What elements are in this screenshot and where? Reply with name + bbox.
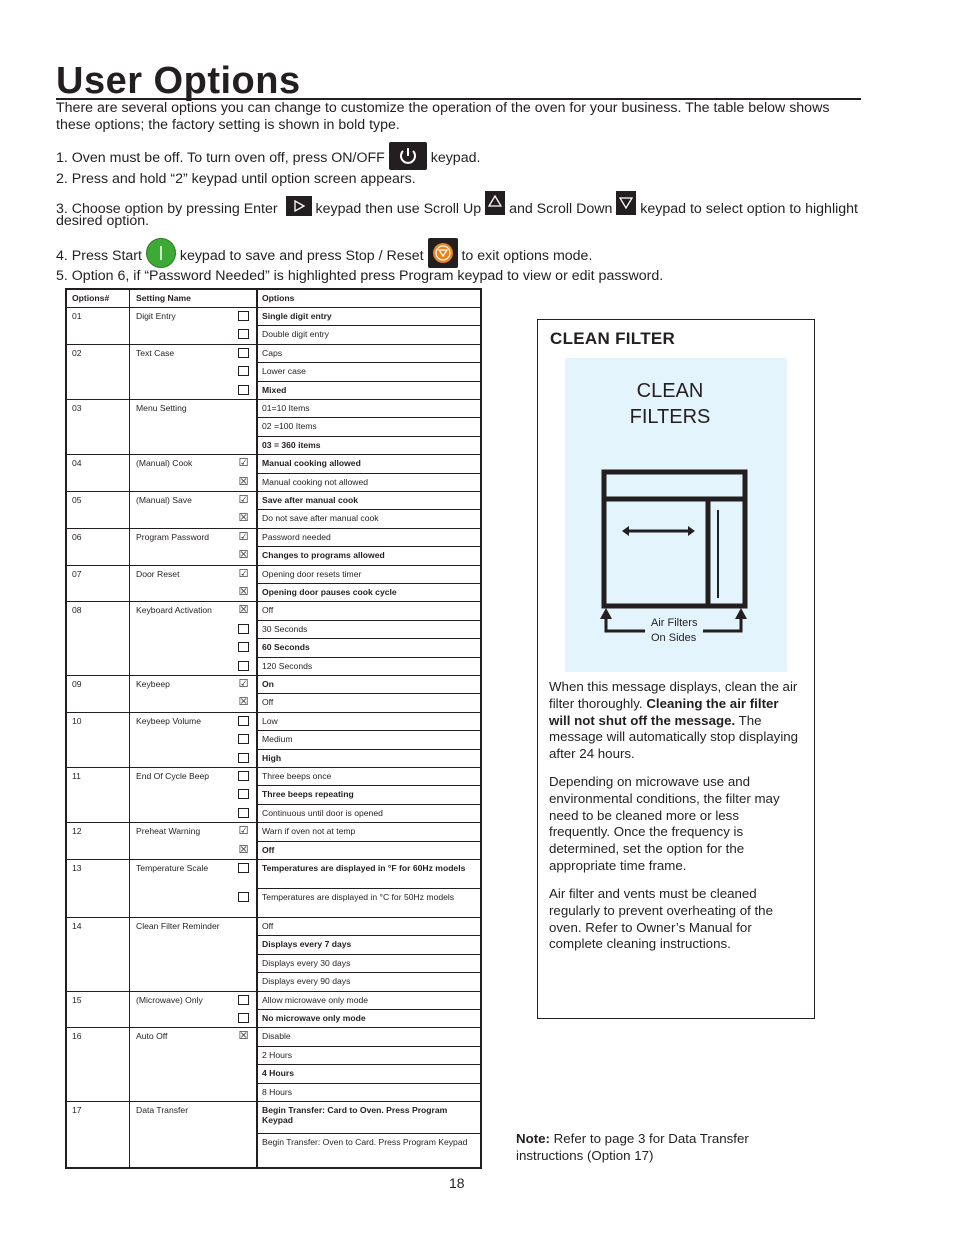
setting-name: Data Transfer bbox=[136, 1105, 189, 1115]
option-row bbox=[258, 859, 480, 889]
option-row bbox=[258, 991, 480, 1010]
option-text: Caps bbox=[262, 347, 283, 358]
option-text: Displays every 7 days bbox=[262, 939, 352, 950]
air-filters-label bbox=[651, 616, 697, 646]
option-row bbox=[258, 712, 480, 731]
checkbox-x-icon: ☒ bbox=[238, 604, 249, 617]
setting-name: Temperature Scale bbox=[136, 863, 209, 873]
step-4-text-3: to exit options mode. bbox=[461, 247, 593, 264]
option-row bbox=[258, 565, 480, 584]
option-symbol-icon bbox=[238, 661, 249, 671]
option-row bbox=[258, 1046, 480, 1065]
option-symbol-icon bbox=[238, 366, 249, 376]
option-row bbox=[258, 1101, 480, 1134]
option-number: 13 bbox=[72, 863, 82, 873]
setting-name: Clean Filter Reminder bbox=[136, 921, 220, 931]
option-row bbox=[258, 362, 480, 381]
option-text: Begin Transfer: Card to Oven. Press Program Keypad bbox=[262, 1105, 448, 1125]
options-table bbox=[65, 288, 482, 1169]
option-symbol-icon bbox=[238, 624, 249, 634]
setting-name: Door Reset bbox=[136, 568, 180, 579]
panel-title: CLEAN FILTER bbox=[550, 329, 676, 348]
option-number: 17 bbox=[72, 1105, 82, 1115]
option-text: Opening door pauses cook cycle bbox=[262, 587, 397, 597]
checkbox-x-icon: ☒ bbox=[238, 512, 249, 525]
option-text: Warn if oven not at temp bbox=[262, 826, 356, 837]
option-symbol-icon bbox=[238, 771, 249, 781]
option-symbol-icon bbox=[238, 789, 249, 799]
intro-paragraph: There are several options you can change to customize the operation of the oven for your business. The table below shows these options; the factory setting is shown in bold type. bbox=[56, 100, 830, 133]
option-text: Save after manual cook bbox=[262, 495, 359, 505]
option-number: 04 bbox=[72, 458, 82, 469]
setting-name: Auto Off bbox=[136, 1031, 168, 1042]
option-text: 30 Seconds bbox=[262, 623, 308, 634]
step-1 bbox=[56, 144, 866, 172]
data-transfer-note bbox=[516, 1131, 816, 1165]
header-setting-name: Setting Name bbox=[136, 293, 191, 303]
screen-line-1: CLEAN bbox=[636, 380, 704, 402]
option-text: 2 Hours bbox=[262, 1049, 293, 1060]
option-text: 03 = 360 items bbox=[262, 439, 321, 450]
setting-name: End Of Cycle Beep bbox=[136, 771, 210, 781]
option-text: On bbox=[262, 679, 274, 689]
option-text: Low bbox=[262, 715, 278, 726]
air-filters-line-1: Air Filters bbox=[651, 617, 698, 629]
option-text: Off bbox=[262, 844, 275, 855]
option-text: 8 Hours bbox=[262, 1086, 293, 1097]
option-symbol-icon bbox=[238, 808, 249, 818]
option-text: Temperatures are displayed in °F for 60Hz models bbox=[262, 863, 466, 873]
step-4 bbox=[56, 241, 866, 271]
option-text: Password needed bbox=[262, 531, 331, 542]
option-row bbox=[258, 972, 480, 991]
panel-paragraph-1 bbox=[549, 679, 801, 763]
step-4-text-2: keypad to save and press Stop / Reset bbox=[179, 247, 424, 264]
checkbox-x-icon: ☒ bbox=[238, 549, 249, 562]
option-text: Continuous until door is opened bbox=[262, 807, 383, 818]
checkbox-checked-icon: ☑ bbox=[238, 494, 249, 506]
checkbox-checked-icon: ☑ bbox=[238, 678, 249, 690]
step-1-text-end: keypad. bbox=[430, 149, 481, 166]
note-label: Note: bbox=[516, 1131, 550, 1146]
option-symbol-icon bbox=[238, 716, 249, 726]
option-text: Do not save after manual cook bbox=[262, 513, 379, 524]
header-options-num: Options# bbox=[72, 293, 110, 303]
option-text: Changes to programs allowed bbox=[262, 550, 385, 561]
option-number: 05 bbox=[72, 495, 82, 505]
setting-name: Keyboard Activation bbox=[136, 605, 212, 616]
option-text: No microwave only mode bbox=[262, 1013, 366, 1023]
panel-paragraph-2: Depending on microwave use and environmental conditions, the filter may need to be cleaned more or less frequently. Once the frequency is determined, set the option for the appropriate time frame. bbox=[549, 774, 780, 873]
option-number: 08 bbox=[72, 605, 82, 616]
setting-name: Digit Entry bbox=[136, 311, 176, 321]
option-text: 02 =100 Items bbox=[262, 421, 317, 432]
down-triangle-icon bbox=[616, 191, 636, 215]
option-text: Single digit entry bbox=[262, 311, 332, 321]
option-row bbox=[258, 749, 480, 768]
option-symbol-icon bbox=[238, 385, 249, 395]
option-row bbox=[258, 785, 480, 804]
checkbox-x-icon: ☒ bbox=[238, 696, 249, 709]
p1-b: Cleaning the air filter will not shut off the message. bbox=[549, 695, 779, 728]
setting-name: Text Case bbox=[136, 347, 175, 358]
option-text: Three beeps once bbox=[262, 771, 332, 781]
power-icon bbox=[389, 142, 427, 170]
checkbox-checked-icon: ☑ bbox=[238, 825, 249, 838]
step-3-text: 3. Choose option by pressing Enter bbox=[56, 200, 278, 217]
panel-paragraph-3: Air filter and vents must be cleaned regularly to prevent overheating of the oven. Refer to Owner’s Manual for complete cleaning instructions. bbox=[549, 886, 773, 952]
setting-name: Keybeep bbox=[136, 679, 170, 689]
option-symbol-icon bbox=[238, 863, 249, 873]
setting-name: Keybeep Volume bbox=[136, 715, 201, 726]
step-2: 2. Press and hold “2” keypad until option screen appears. bbox=[56, 171, 416, 187]
option-number: 03 bbox=[72, 403, 82, 413]
option-symbol-icon bbox=[238, 892, 249, 902]
option-number: 02 bbox=[72, 347, 82, 358]
option-row bbox=[258, 601, 480, 620]
option-row bbox=[258, 620, 480, 639]
option-row bbox=[258, 417, 480, 436]
page-title: User Options bbox=[56, 60, 301, 102]
checkbox-checked-icon: ☑ bbox=[238, 530, 249, 543]
option-row bbox=[258, 767, 480, 786]
screen-line-2: FILTERS bbox=[629, 406, 711, 428]
step-3-text-3: and Scroll Down bbox=[509, 200, 613, 217]
p1-c: The message will automatically stop displaying after 24 hours. bbox=[549, 712, 799, 762]
option-row bbox=[258, 657, 480, 676]
option-row bbox=[258, 693, 480, 712]
setting-name: Preheat Warning bbox=[136, 826, 201, 837]
option-symbol-icon bbox=[238, 753, 249, 763]
checkbox-x-icon: ☒ bbox=[238, 475, 249, 488]
step-5: 5. Option 6, if “Password Needed” is highlighted press Program keypad to view or edit password. bbox=[56, 268, 664, 284]
option-number: 06 bbox=[72, 531, 82, 542]
up-triangle-icon bbox=[485, 191, 505, 215]
option-row bbox=[258, 935, 480, 954]
setting-name: (Microwave) Only bbox=[136, 994, 203, 1005]
option-number: 11 bbox=[72, 771, 81, 781]
option-row bbox=[258, 528, 480, 547]
step-3-cont: desired option. bbox=[56, 213, 150, 229]
option-symbol-icon bbox=[238, 995, 249, 1005]
option-row bbox=[258, 491, 480, 510]
option-symbol-icon bbox=[238, 1013, 249, 1023]
option-text: Displays every 30 days bbox=[262, 957, 351, 968]
option-text: Displays every 90 days bbox=[262, 976, 351, 987]
setting-name: (Manual) Save bbox=[136, 495, 192, 505]
option-text: Three beeps repeating bbox=[262, 789, 354, 800]
option-row bbox=[258, 822, 480, 841]
step-3-text-4: keypad to select option to highlight bbox=[640, 200, 858, 217]
step-3-text-2: keypad then use Scroll Up bbox=[315, 200, 482, 217]
clean-filters-screen bbox=[565, 358, 787, 672]
option-row bbox=[258, 1009, 480, 1028]
option-symbol-icon bbox=[238, 311, 249, 321]
option-text: Mixed bbox=[262, 384, 287, 395]
option-row bbox=[258, 307, 480, 326]
option-row bbox=[258, 325, 480, 344]
option-text: Opening door resets timer bbox=[262, 568, 362, 579]
option-text: Begin Transfer: Oven to Card. Press Program Keypad bbox=[262, 1137, 468, 1147]
option-row bbox=[258, 344, 480, 363]
option-row bbox=[258, 1064, 480, 1083]
option-text: Manual cooking allowed bbox=[262, 458, 361, 469]
page-number: 18 bbox=[449, 1175, 465, 1191]
option-text: 60 Seconds bbox=[262, 642, 310, 653]
option-text: 4 Hours bbox=[262, 1068, 294, 1079]
option-number: 09 bbox=[72, 679, 82, 689]
option-row bbox=[258, 454, 480, 473]
clean-filter-panel bbox=[537, 319, 815, 1019]
option-row bbox=[258, 917, 480, 936]
option-row bbox=[258, 1083, 480, 1102]
option-symbol-icon bbox=[238, 734, 249, 744]
option-text: Allow microwave only mode bbox=[262, 994, 369, 1005]
option-row bbox=[258, 436, 480, 455]
option-text: 120 Seconds bbox=[262, 660, 313, 671]
option-text: Off bbox=[262, 605, 274, 616]
checkbox-x-icon: ☒ bbox=[238, 1030, 249, 1043]
option-row bbox=[258, 804, 480, 823]
option-text: Off bbox=[262, 697, 274, 708]
option-text: Lower case bbox=[262, 366, 306, 377]
option-row bbox=[258, 1133, 480, 1164]
note-text: Refer to page 3 for Data Transfer instructions (Option 17) bbox=[516, 1131, 749, 1163]
option-row bbox=[258, 399, 480, 418]
step-1-text: 1. Oven must be off. To turn oven off, press ON/OFF bbox=[56, 149, 385, 166]
option-row bbox=[258, 381, 480, 400]
option-row bbox=[258, 546, 480, 565]
step-4-text: 4. Press Start bbox=[56, 247, 142, 264]
checkbox-checked-icon: ☑ bbox=[238, 567, 249, 580]
option-number: 07 bbox=[72, 568, 82, 579]
checkbox-x-icon: ☒ bbox=[238, 843, 249, 856]
option-row bbox=[258, 583, 480, 602]
option-number: 14 bbox=[72, 921, 82, 931]
option-symbol-icon bbox=[238, 642, 249, 652]
option-symbol-icon bbox=[238, 348, 249, 358]
option-row bbox=[258, 509, 480, 528]
option-text: 01=10 Items bbox=[262, 403, 310, 413]
option-row bbox=[258, 473, 480, 492]
setting-name: Menu Setting bbox=[136, 403, 187, 413]
header-options: Options bbox=[262, 293, 295, 303]
setting-name: Program Password bbox=[136, 531, 210, 542]
option-text: Manual cooking not allowed bbox=[262, 476, 369, 487]
setting-name: (Manual) Cook bbox=[136, 458, 193, 469]
option-row bbox=[258, 675, 480, 694]
option-text: Medium bbox=[262, 734, 293, 745]
option-row bbox=[258, 1027, 480, 1046]
option-text: Temperatures are displayed in °C for 50Hz models bbox=[262, 892, 455, 902]
air-filters-line-2: On Sides bbox=[651, 632, 697, 644]
option-number: 12 bbox=[72, 826, 82, 837]
option-text: Double digit entry bbox=[262, 329, 329, 340]
option-number: 16 bbox=[72, 1031, 82, 1042]
option-text: Off bbox=[262, 921, 274, 931]
option-row bbox=[258, 841, 480, 860]
option-number: 01 bbox=[72, 311, 82, 321]
p1-a: When this message displays, clean the air filter thoroughly. bbox=[549, 679, 798, 711]
checkbox-x-icon: ☒ bbox=[238, 586, 249, 598]
checkbox-checked-icon: ☑ bbox=[238, 457, 249, 470]
start-green-icon bbox=[146, 238, 176, 268]
option-row bbox=[258, 888, 480, 918]
option-number: 15 bbox=[72, 994, 82, 1005]
option-text: Disable bbox=[262, 1031, 291, 1042]
option-number: 10 bbox=[72, 715, 82, 726]
option-row bbox=[258, 730, 480, 749]
option-symbol-icon bbox=[238, 329, 249, 339]
option-row bbox=[258, 638, 480, 657]
option-text: High bbox=[262, 752, 282, 763]
stop-reset-icon bbox=[428, 238, 458, 268]
option-row bbox=[258, 954, 480, 973]
